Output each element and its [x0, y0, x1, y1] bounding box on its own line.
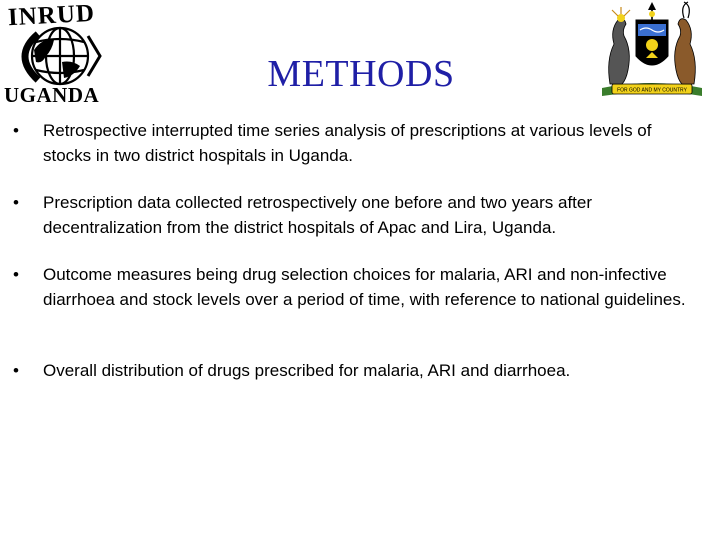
- logo-top-text: INRUD: [7, 0, 96, 32]
- bullet-glyph: •: [13, 265, 19, 284]
- crest-motto: FOR GOD AND MY COUNTRY: [617, 87, 687, 94]
- bullet-text: Prescription data collected retrospectively one before and two years after decentralization from the district hospitals of Apac and Lira, Uganda.: [43, 193, 593, 237]
- slide-title-text: METHODS: [267, 53, 455, 95]
- bullet-text: Outcome measures being drug selection choices for malaria, ARI and non-infective diarrhoea and stock levels over a period of time, with reference to national guidelines.: [43, 265, 686, 309]
- bullet-text: Overall distribution of drugs prescribed for malaria, ARI and diarrhoea.: [43, 361, 571, 380]
- logo-bottom-text: UGANDA: [4, 83, 100, 107]
- slide-title: [0, 52, 720, 96]
- bullet-glyph: •: [13, 121, 19, 140]
- bullet-glyph: •: [13, 193, 19, 212]
- bullet-text: Retrospective interrupted time series analysis of prescriptions at various levels of stocks in two district hospitals in Uganda.: [43, 121, 652, 165]
- bullet-glyph: •: [13, 361, 19, 380]
